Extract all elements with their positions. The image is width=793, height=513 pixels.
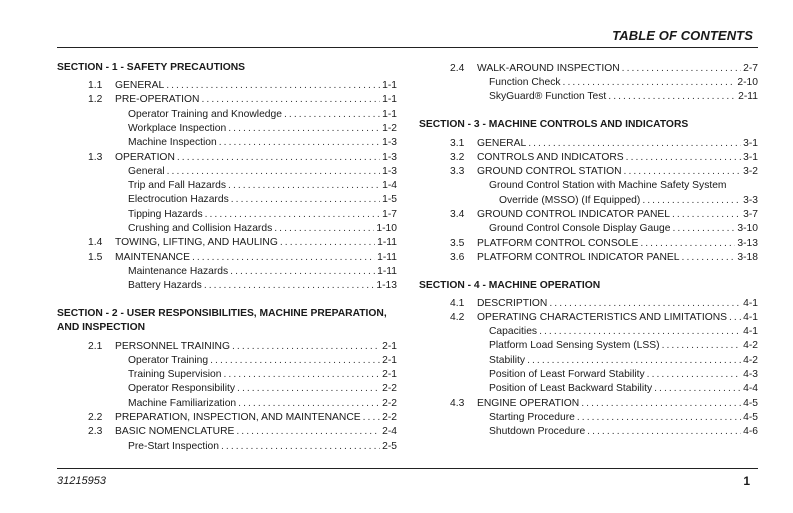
- toc-entry-title: Function Check: [489, 76, 561, 88]
- toc-entry[interactable]: [57, 108, 397, 122]
- toc-entry-number: 3.2: [450, 151, 465, 163]
- toc-entry-title: General: [128, 165, 165, 177]
- toc-entry-page: 4-1: [743, 326, 758, 338]
- toc-entry-number: 3.1: [450, 137, 465, 149]
- toc-entry-page: 4-1: [743, 297, 758, 309]
- toc-entry[interactable]: [57, 136, 397, 150]
- toc-entry-title: Operator Responsibility: [128, 383, 236, 395]
- toc-entry-number: 2.3: [88, 426, 103, 438]
- toc-entry[interactable]: [419, 411, 758, 425]
- dot-leader: [640, 237, 735, 251]
- toc-entry-page: 1-1: [382, 94, 397, 106]
- toc-entry[interactable]: [419, 151, 758, 165]
- toc-entry-number: 2.4: [450, 62, 465, 74]
- toc-entry-number: 3.3: [450, 166, 465, 178]
- toc-entry[interactable]: [57, 222, 397, 236]
- toc-entry-title: DESCRIPTION: [477, 297, 548, 309]
- toc-entry-number: 1.1: [88, 80, 103, 91]
- toc-entry-number: 3.6: [450, 251, 465, 263]
- toc-entry[interactable]: [57, 368, 397, 382]
- toc-entry-page: 3-7: [743, 209, 758, 220]
- toc-entry-title: GENERAL: [115, 80, 165, 91]
- toc-entry-page: 4-6: [743, 426, 758, 438]
- toc-entry-page: 2-2: [382, 397, 397, 409]
- toc-entry-title: MAINTENANCE: [115, 251, 190, 263]
- toc-entry[interactable]: [57, 382, 397, 396]
- toc-entry-title: GENERAL: [477, 137, 527, 149]
- header-divider: [57, 47, 758, 48]
- toc-entry[interactable]: [57, 236, 397, 250]
- toc-entry-title: PLATFORM CONTROL INDICATOR PANEL: [477, 251, 680, 263]
- toc-entry-page: 1-11: [377, 251, 397, 263]
- dot-leader: [192, 251, 375, 265]
- toc-entry-page: 2-7: [743, 62, 758, 74]
- toc-entry[interactable]: [419, 297, 758, 311]
- dot-leader: [201, 93, 380, 107]
- dot-leader: [587, 425, 741, 439]
- toc-entry-title: Battery Hazards: [128, 280, 202, 292]
- toc-entry-page: 1-7: [382, 208, 397, 220]
- toc-entry-page: 2-1: [382, 354, 397, 366]
- dot-leader: [274, 222, 374, 236]
- dot-leader: [608, 90, 736, 104]
- toc-entry[interactable]: [419, 382, 758, 396]
- dot-leader: [626, 151, 741, 165]
- toc-entry[interactable]: [419, 76, 758, 90]
- toc-entry-page: 1-11: [377, 265, 397, 277]
- toc-entry-title: Capacities: [489, 326, 538, 338]
- toc-entry[interactable]: [57, 79, 397, 93]
- toc-entry-title: ENGINE OPERATION: [477, 397, 580, 409]
- dot-leader: [228, 122, 380, 136]
- toc-entry[interactable]: [419, 90, 758, 104]
- toc-entry-title: Operator Training: [128, 354, 209, 366]
- dot-leader: [577, 411, 741, 425]
- toc-entry-title: Ground Control Station with Machine Safety System: [489, 180, 727, 192]
- toc-entry-title: Machine Inspection: [128, 137, 217, 149]
- toc-entry[interactable]: [57, 397, 397, 411]
- toc-entry[interactable]: [419, 397, 758, 411]
- toc-entry-page: 3-3: [743, 194, 758, 206]
- section-4-heading[interactable]: SECTION - 4 - MACHINE OPERATION: [419, 279, 601, 291]
- toc-entry[interactable]: [419, 208, 758, 222]
- toc-entry-page: 1-1: [382, 80, 397, 91]
- toc-entry[interactable]: [57, 440, 397, 454]
- section-2-heading-line2[interactable]: AND INSPECTION: [57, 322, 146, 334]
- dot-leader: [205, 208, 381, 222]
- dot-leader: [549, 297, 741, 311]
- dot-leader: [622, 62, 741, 76]
- toc-entry-title: CONTROLS AND INDICATORS: [477, 151, 624, 163]
- toc-entry-title: Machine Familiarization: [128, 397, 237, 409]
- dot-leader: [528, 137, 741, 151]
- toc-entry-title: PREPARATION, INSPECTION, AND MAINTENANCE: [115, 412, 361, 423]
- toc-entry[interactable]: [57, 354, 397, 368]
- toc-entry[interactable]: [57, 425, 397, 439]
- toc-entry-page: 1-3: [382, 151, 397, 163]
- toc-entry-page: 3-13: [737, 237, 758, 249]
- toc-entry-number: 1.4: [88, 237, 103, 249]
- toc-entry[interactable]: [57, 151, 397, 165]
- toc-entry-title: Ground Control Console Display Gauge: [489, 223, 671, 235]
- toc-entry-title: PERSONNEL TRAINING: [115, 340, 231, 352]
- toc-entry-page: 3-1: [743, 137, 758, 149]
- toc-entry-title: Tipping Hazards: [128, 208, 203, 220]
- toc-entry-number: 1.5: [88, 251, 103, 263]
- toc-entry-page: 2-2: [382, 383, 397, 395]
- toc-entry-page: 1-11: [377, 237, 397, 249]
- toc-entry-title: SkyGuard® Function Test: [489, 91, 607, 103]
- toc-entry-page: 3-10: [737, 223, 758, 235]
- toc-entry-page: 2-1: [382, 340, 397, 352]
- toc-entry-title: Training Supervision: [128, 369, 222, 381]
- toc-entry[interactable]: [57, 93, 397, 107]
- toc-entry-number: 2.2: [88, 412, 103, 423]
- toc-entry-page: 4-3: [743, 369, 758, 380]
- dot-leader: [729, 311, 741, 325]
- toc-entry-title: Platform Load Sensing System (LSS): [489, 340, 660, 352]
- footer-divider: [57, 468, 758, 469]
- toc-entry-page: 4-5: [743, 411, 758, 423]
- toc-entry[interactable]: [57, 411, 397, 425]
- toc-entry-title: Electrocution Hazards: [128, 194, 229, 206]
- dot-leader: [539, 325, 741, 339]
- toc-entry-title: PRE-OPERATION: [115, 94, 200, 106]
- toc-entry-page: 1-13: [376, 280, 397, 292]
- toc-entry[interactable]: [419, 368, 758, 382]
- toc-entry[interactable]: [419, 165, 758, 179]
- dot-leader: [563, 76, 736, 90]
- dot-leader: [204, 279, 375, 293]
- toc-entry-number: 4.2: [450, 311, 465, 323]
- toc-entry[interactable]: [57, 122, 397, 136]
- toc-entry-page: 3-18: [737, 251, 758, 263]
- toc-entry-page: 4-1: [743, 311, 758, 323]
- toc-entry[interactable]: [419, 237, 758, 251]
- page-number: 1: [743, 474, 750, 488]
- toc-entry-title: Maintenance Hazards: [128, 265, 229, 277]
- toc-entry-number: 1.3: [88, 151, 103, 163]
- toc-entry-title: PLATFORM CONTROL CONSOLE: [477, 237, 639, 249]
- toc-entry-number: 3.4: [450, 209, 465, 220]
- dot-leader: [654, 382, 741, 396]
- toc-entry-page: 2-4: [382, 426, 397, 438]
- toc-entry-page: 2-5: [382, 440, 397, 452]
- document-number: 31215953: [57, 475, 106, 487]
- toc-entry-title: Operator Training and Knowledge: [128, 108, 282, 120]
- toc-entry[interactable]: [419, 137, 758, 151]
- toc-entry-page: 1-3: [382, 137, 397, 149]
- dot-leader: [223, 368, 380, 382]
- toc-entry[interactable]: [419, 62, 758, 76]
- toc-entry[interactable]: [57, 340, 397, 354]
- toc-entry[interactable]: [57, 251, 397, 265]
- section-3-heading[interactable]: SECTION - 3 - MACHINE CONTROLS AND INDICATORS: [419, 119, 689, 130]
- dot-leader: [219, 136, 380, 150]
- toc-entry-title: Workplace Inspection: [128, 122, 227, 134]
- page-title: TABLE OF CONTENTS: [612, 28, 753, 43]
- toc-entry[interactable]: [57, 279, 397, 293]
- toc-entry-title: Stability: [489, 354, 526, 366]
- toc-entry-page: 2-2: [382, 412, 397, 423]
- toc-entry[interactable]: [57, 265, 397, 279]
- toc-entry-page: 3-1: [743, 151, 758, 163]
- dot-leader: [647, 368, 741, 382]
- toc-entry[interactable]: [419, 339, 758, 353]
- toc-entry-number: 3.5: [450, 237, 465, 249]
- toc-entry-number: 4.3: [450, 397, 465, 409]
- toc-entry-title: TOWING, LIFTING, AND HAULING: [115, 237, 278, 249]
- toc-entry-title: Override (MSSO) (If Equipped): [499, 194, 641, 206]
- dot-leader: [682, 251, 736, 265]
- toc-entry-title: OPERATION: [115, 151, 175, 163]
- toc-entry-page: 4-2: [743, 340, 758, 352]
- toc-entry[interactable]: [57, 165, 397, 179]
- section-1-heading[interactable]: SECTION - 1 - SAFETY PRECAUTIONS: [57, 62, 246, 73]
- toc-entry[interactable]: [419, 251, 758, 265]
- toc-entry-page: 1-10: [376, 223, 397, 234]
- dot-leader: [280, 236, 375, 250]
- toc-entry-title: OPERATING CHARACTERISTICS AND LIMITATIONS: [477, 311, 728, 323]
- dot-leader: [231, 193, 380, 207]
- toc-entry-page: 3-2: [743, 166, 758, 178]
- section-2-heading-line1[interactable]: SECTION - 2 - USER RESPONSIBILITIES, MACHINE PREPARATION,: [57, 308, 387, 319]
- toc-entry-title: Starting Procedure: [489, 411, 575, 423]
- dot-leader: [228, 179, 380, 193]
- toc-entry[interactable]: [419, 325, 758, 339]
- dot-leader: [363, 411, 380, 425]
- toc-entry-title: Trip and Fall Hazards: [128, 180, 227, 192]
- dot-leader: [672, 222, 735, 236]
- dot-leader: [238, 397, 380, 411]
- dot-leader: [624, 165, 742, 179]
- dot-leader: [672, 208, 741, 222]
- dot-leader: [232, 340, 380, 354]
- dot-leader: [581, 397, 741, 411]
- toc-entry-page: 1-2: [382, 122, 397, 134]
- toc-entry-title: Position of Least Forward Stability: [489, 369, 645, 380]
- toc-entry-title: Shutdown Procedure: [489, 426, 586, 438]
- toc-entry-number: 2.1: [88, 340, 103, 352]
- dot-leader: [527, 354, 741, 368]
- toc-entry[interactable]: [419, 354, 758, 368]
- toc-entry[interactable]: [419, 425, 758, 439]
- dot-leader: [237, 382, 380, 396]
- toc-entry-page: 1-4: [382, 180, 397, 192]
- toc-entry-page: 4-4: [743, 383, 758, 395]
- toc-entry[interactable]: [419, 179, 758, 193]
- toc-entry[interactable]: [419, 311, 758, 325]
- toc-entry[interactable]: [419, 194, 758, 208]
- toc-entry[interactable]: [419, 222, 758, 236]
- dot-leader: [177, 151, 380, 165]
- toc-entry-page: 2-11: [738, 91, 758, 103]
- toc-entry-page: 2-1: [382, 369, 397, 381]
- dot-leader: [236, 425, 380, 439]
- dot-leader: [167, 165, 380, 179]
- dot-leader: [210, 354, 380, 368]
- toc-entry-page: 1-5: [382, 194, 397, 206]
- toc-entry-title: Crushing and Collision Hazards: [128, 223, 273, 234]
- dot-leader: [221, 440, 380, 454]
- toc-entry-title: BASIC NOMENCLATURE: [115, 426, 235, 438]
- toc-entry-page: 4-2: [743, 354, 758, 366]
- toc-entry-title: WALK-AROUND INSPECTION: [477, 62, 620, 74]
- toc-entry[interactable]: [57, 193, 397, 207]
- toc-entry[interactable]: [57, 208, 397, 222]
- toc-entry-page: 4-5: [743, 397, 758, 409]
- toc-entry-page: 1-1: [382, 108, 397, 120]
- toc-entry[interactable]: [57, 179, 397, 193]
- toc-entry-title: Pre-Start Inspection: [128, 440, 219, 452]
- toc-entry-number: 4.1: [450, 297, 465, 309]
- toc-entry-page: 2-10: [737, 76, 758, 88]
- dot-leader: [662, 339, 742, 353]
- toc-entry-title: GROUND CONTROL STATION: [477, 166, 622, 178]
- dot-leader: [166, 79, 380, 93]
- toc-entry-number: 1.2: [88, 94, 103, 106]
- toc-entry-title: Position of Least Backward Stability: [489, 383, 653, 395]
- dot-leader: [230, 265, 375, 279]
- dot-leader: [284, 108, 380, 122]
- toc-entry-page: 1-3: [382, 165, 397, 177]
- dot-leader: [642, 194, 741, 208]
- toc-entry-title: GROUND CONTROL INDICATOR PANEL: [477, 209, 670, 220]
